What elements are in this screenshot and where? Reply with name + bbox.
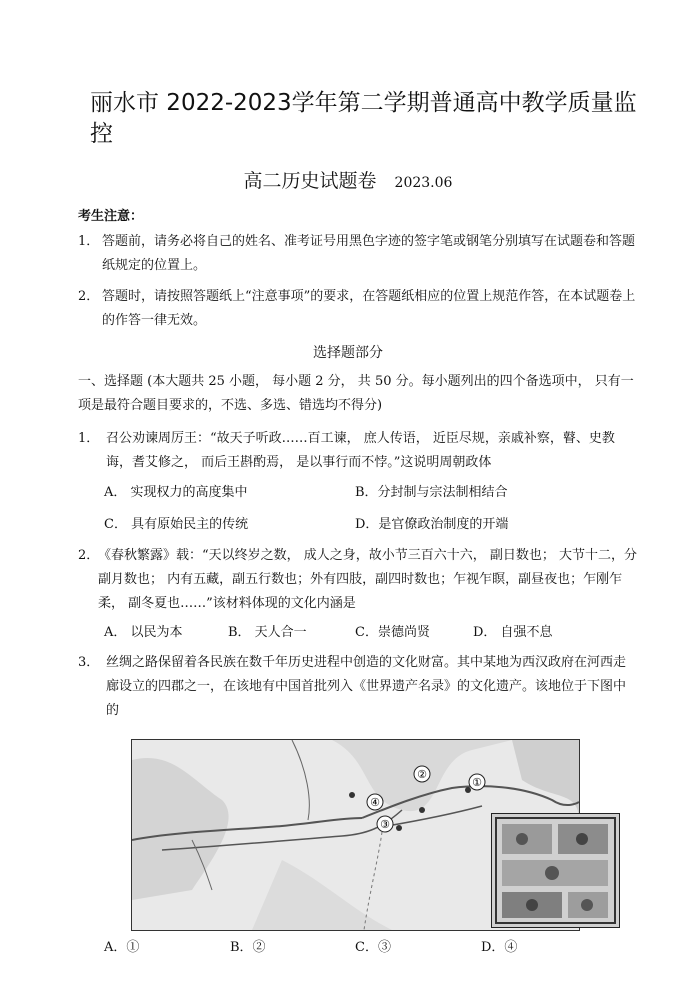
svg-text:②: ② [417,768,427,781]
exam-name: 高二历史试题卷 [243,170,377,192]
question-number: 2． [78,548,100,563]
page-title: 丽水市 2022-2023学年第二学期普通高中教学质量监控 [90,90,637,147]
exam-subtitle [0,166,696,193]
svg-text:③: ③ [380,818,390,831]
option-b[interactable]: B． 天人合一 [228,625,307,640]
notice-item [78,230,638,278]
map-marker [367,794,383,810]
exam-date: 2023.06 [394,175,453,191]
question-1 [78,427,638,475]
option-a[interactable]: A． 实现权力的高度集中 [104,485,248,500]
option-a[interactable]: A． 以民为本 [104,625,183,640]
mural-inset-image [491,813,620,928]
notice-item [78,285,638,333]
question-number: 3． [78,655,100,670]
section-intro: 一、选择题 (本大题共 25 小题， 每小题 2 分， 共 50 分。每小题列出的四个备选项中， 只有一项是最符合题目要求的，不选、多选、错选均不得分) [78,374,634,413]
option-c[interactable]: C． 具有原始民主的传统 [104,517,249,532]
notice-number: 2． [78,289,100,304]
option-b[interactable]: B．② [230,940,266,955]
map-marker [414,766,430,782]
option-d[interactable]: D．是官僚政治制度的开端 [355,517,509,532]
question-stem: 《春秋繁露》载：“天以终岁之数， 成人之身，故小节三百六十六， 副日数也； 大节十二，分副月数也； 内有五藏，副五行数也；外有四肢，副四时数也；乍视乍瞑，副昼夜也；乍刚乍柔， 副冬夏也……”该材料体现的文化内涵是 [98,548,638,611]
notice-heading: 考生注意： [78,209,144,224]
option-a[interactable]: A．① [104,940,140,955]
question-stem: 丝绸之路保留着各民族在数千年历史进程中创造的文化财富。其中某地为西汉政府在河西走廊设立的四郡之一，在该地有中国首批列入《世界遗产名录》的文化遗产。该地位于下图中的 [106,655,627,718]
question-stem: 召公劝谏周厉王：“故天子听政……百工谏， 庶人传语， 近臣尽规，亲戚补察，瞽、史教诲，耆艾修之， 而后王斟酌焉， 是以事行而不悖。”这说明周朝政体 [106,431,615,470]
option-b[interactable]: B．分封制与宗法制相结合 [355,485,508,500]
option-c[interactable]: C．崇德尚贤 [355,625,430,640]
section-title: 选择题部分 [313,345,383,361]
question-2 [78,544,638,616]
svg-text:①: ① [472,776,482,789]
notice-number: 1． [78,234,100,249]
option-c[interactable]: C．③ [355,940,391,955]
svg-text:④: ④ [370,796,380,809]
map-marker [469,774,485,790]
notice-text: 答题时，请按照答题纸上“注意事项”的要求，在答题纸相应的位置上规范作答，在本试题卷上的作答一律无效。 [102,289,636,328]
question-number: 1． [78,431,100,446]
option-d[interactable]: D． 自强不息 [473,625,553,640]
map-marker [377,816,393,832]
question-3 [78,651,638,723]
option-d[interactable]: D．④ [481,940,518,955]
notice-text: 答题前，请务必将自己的姓名、准考证号用黑色字迹的签字笔或钢笔分别填写在试题卷和答题纸规定的位置上。 [102,234,636,273]
mural-drawing [492,814,619,927]
